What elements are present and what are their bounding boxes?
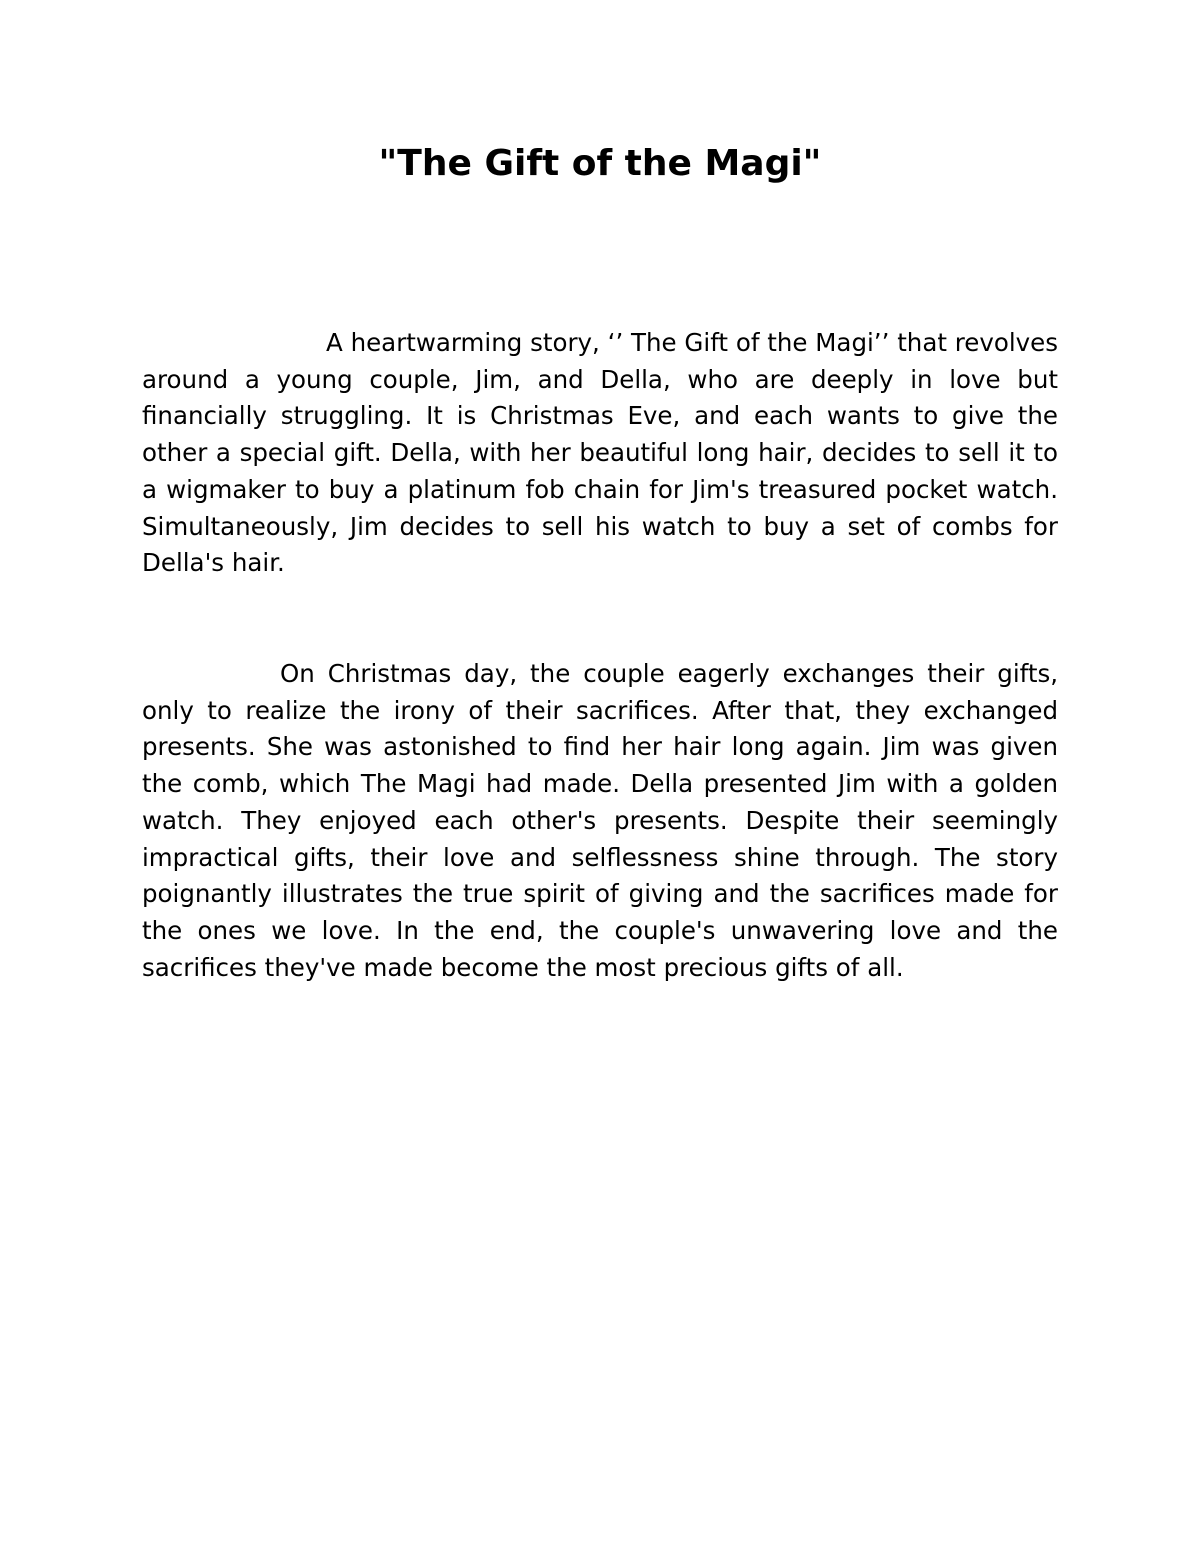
document-title: "The Gift of the Magi": [378, 143, 822, 184]
paragraph-2: On Christmas day, the couple eagerly exchanges their gifts, only to realize the irony of their sacrifices. After that, they exchanged presents. She was astonished to find her hair long again. Jim was given the comb, which The Magi had made. Della presented Jim with a golden watch. They enjoyed each other's presents. Despite their seemingly impractical gifts, their love and selflessness shine through. The story poignantly illustrates the true spirit of giving and the sacrifices made for the ones we love. In the end, the couple's unwavering love and the sacrifices they've made become the most precious gifts of all.: [142, 659, 1058, 982]
paragraph-1: A heartwarming story, ‘’ The Gift of the Magi’’ that revolves around a young couple, Jim, and Della, who are deeply in love but financially struggling. It is Christmas Eve, and each wants to give the other a special gift. Della, with her beautiful long hair, decides to sell it to a wigmaker to buy a platinum fob chain for Jim's treasured pocket watch. Simultaneously, Jim decides to sell his watch to buy a set of combs for Della's hair.: [142, 328, 1058, 578]
